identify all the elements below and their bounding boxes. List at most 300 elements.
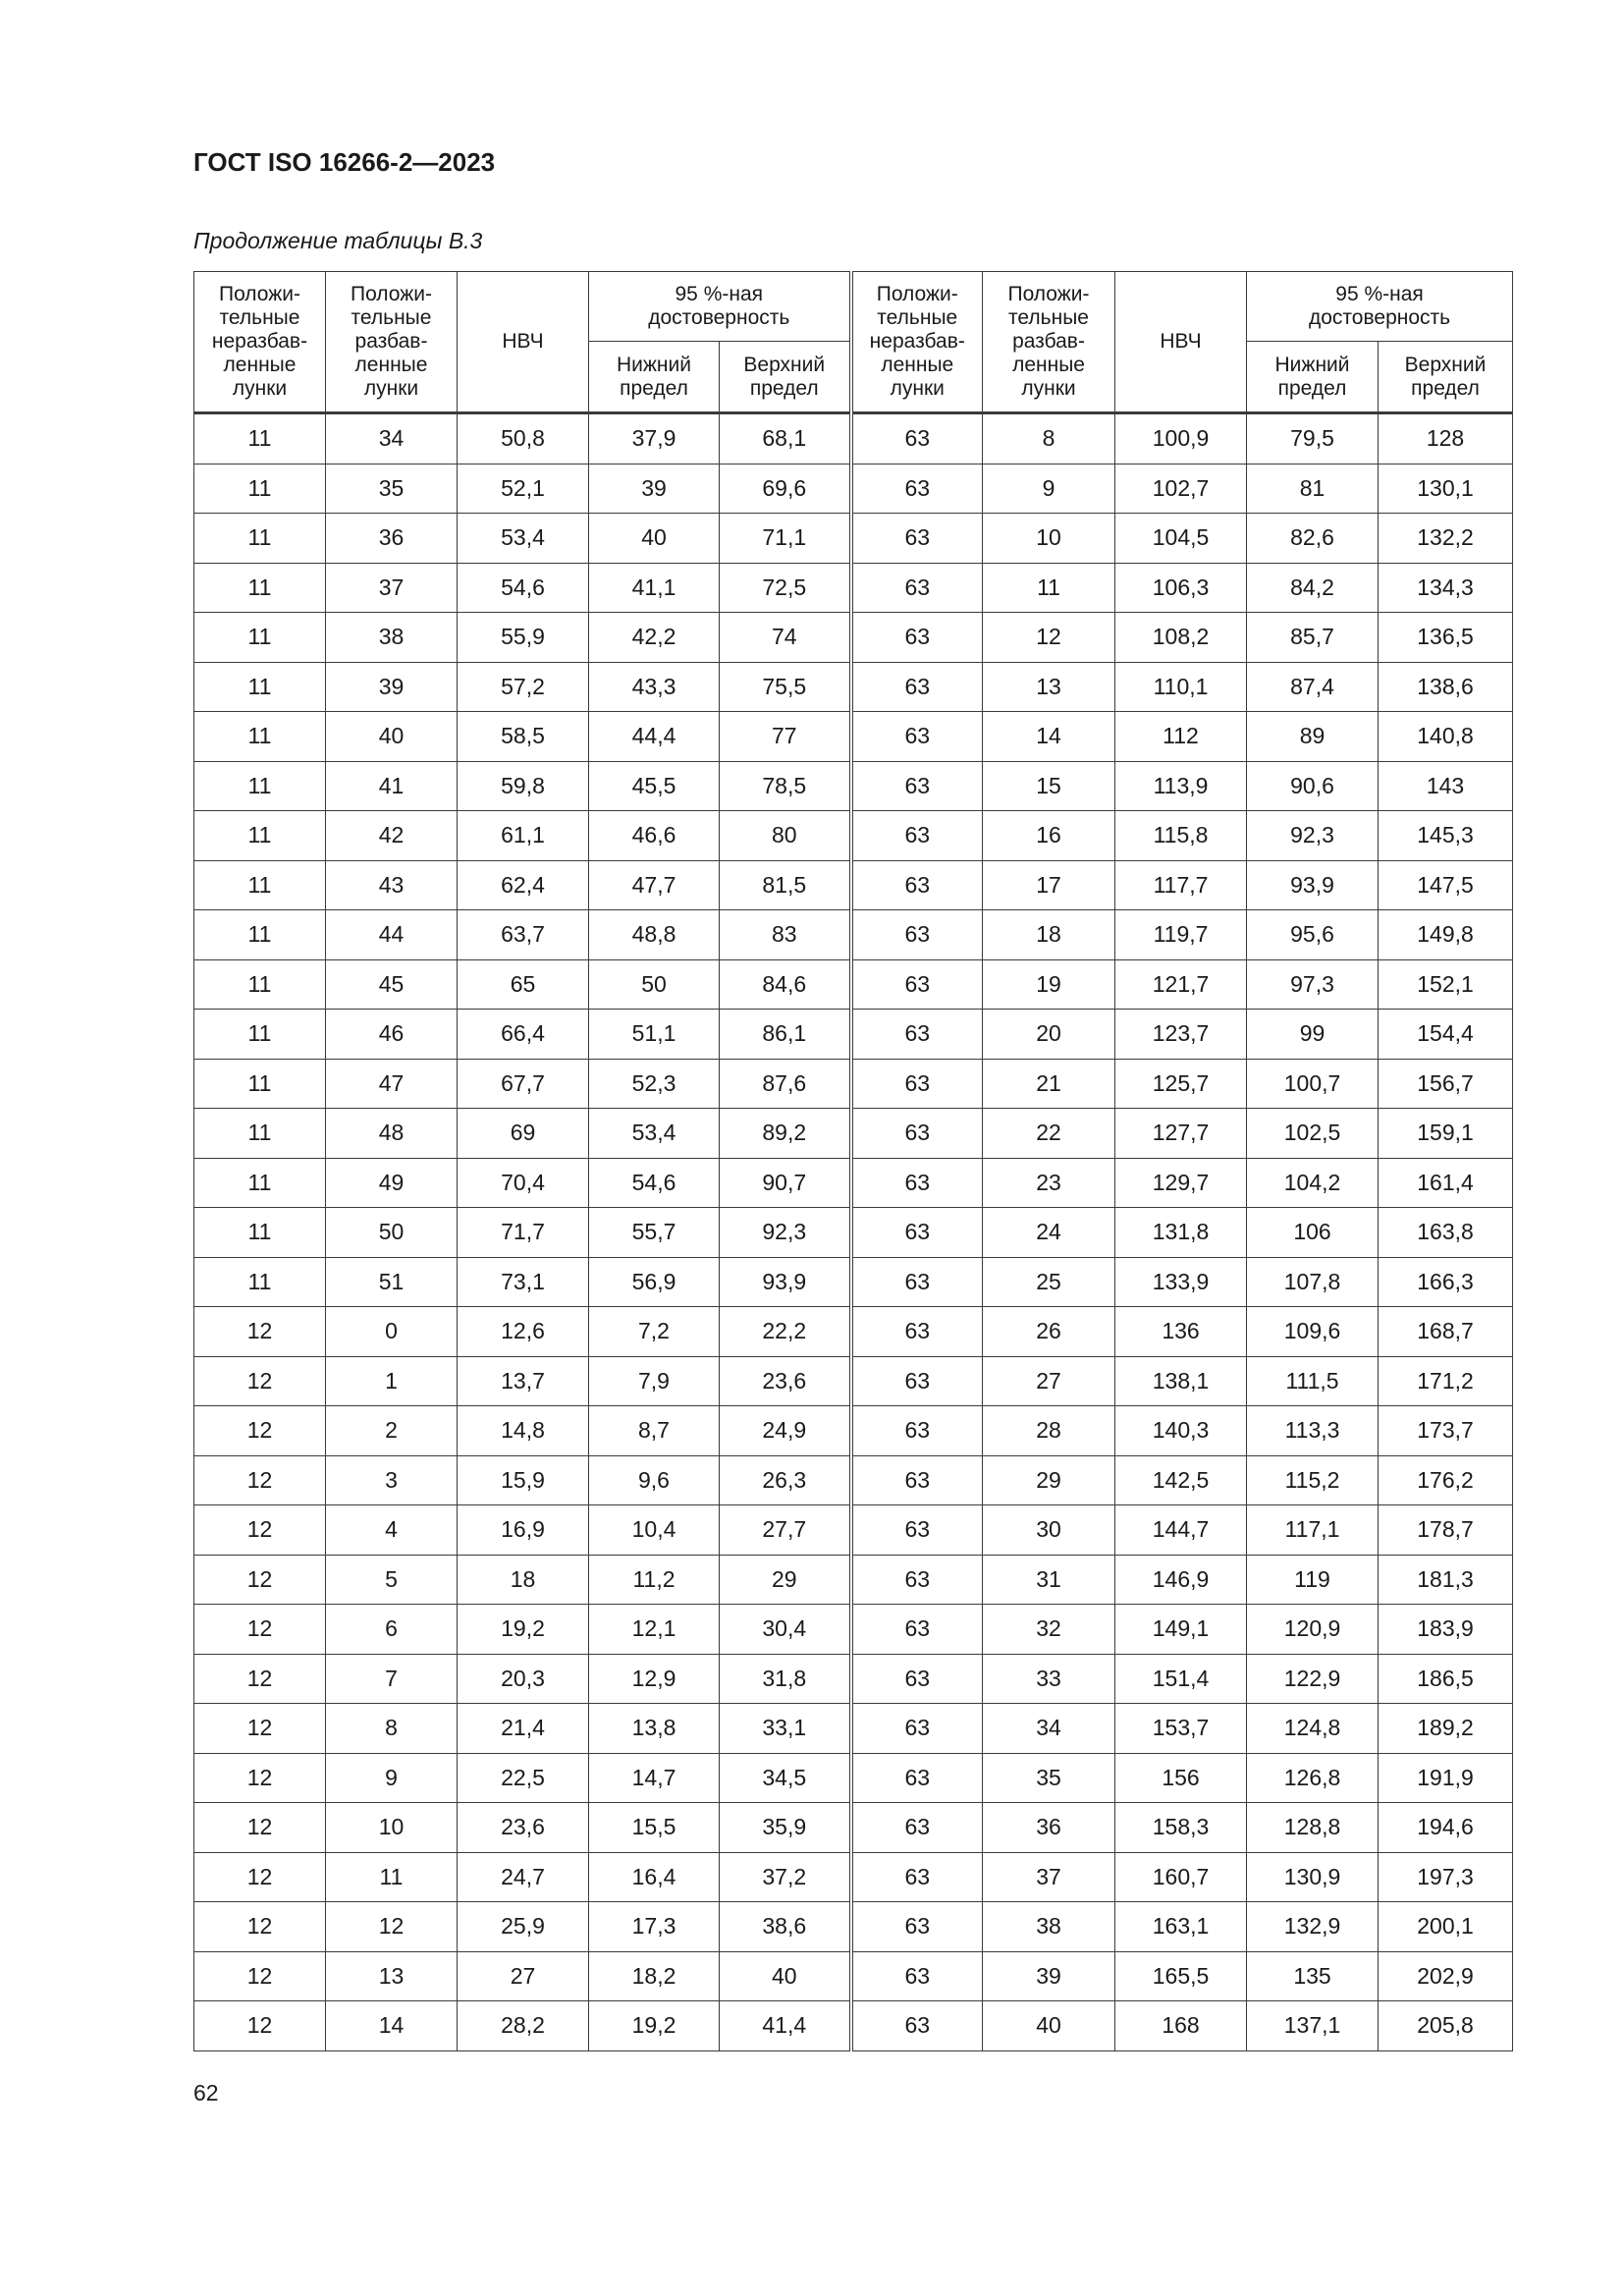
table-cell: 46,6 bbox=[589, 811, 720, 861]
table-cell: 191,9 bbox=[1379, 1753, 1513, 1803]
table-cell: 18,2 bbox=[589, 1951, 720, 2001]
table-cell: 40 bbox=[326, 712, 458, 762]
table-cell: 109,6 bbox=[1247, 1307, 1379, 1357]
table-cell: 34 bbox=[326, 413, 458, 465]
table-cell: 12 bbox=[194, 2001, 326, 2051]
table-cell: 22 bbox=[983, 1109, 1115, 1159]
table-cell: 149,8 bbox=[1379, 910, 1513, 960]
table-row bbox=[194, 563, 1513, 613]
table-cell: 7,9 bbox=[589, 1356, 720, 1406]
table-cell: 173,7 bbox=[1379, 1406, 1513, 1456]
table-cell: 62,4 bbox=[458, 860, 589, 910]
table-cell: 63 bbox=[851, 2001, 983, 2051]
table-cell: 106,3 bbox=[1115, 563, 1247, 613]
table-cell: 99 bbox=[1247, 1010, 1379, 1060]
table-cell: 26,3 bbox=[720, 1455, 851, 1505]
table-cell: 59,8 bbox=[458, 761, 589, 811]
table-cell: 57,2 bbox=[458, 662, 589, 712]
table-cell: 160,7 bbox=[1115, 1852, 1247, 1902]
table-cell: 11 bbox=[194, 1257, 326, 1307]
table-cell: 79,5 bbox=[1247, 413, 1379, 465]
table-cell: 122,9 bbox=[1247, 1654, 1379, 1704]
table-cell: 92,3 bbox=[720, 1208, 851, 1258]
table-cell: 32 bbox=[983, 1605, 1115, 1655]
table-cell: 71,7 bbox=[458, 1208, 589, 1258]
table-cell: 125,7 bbox=[1115, 1059, 1247, 1109]
table-body bbox=[194, 413, 1513, 2051]
table-cell: 106 bbox=[1247, 1208, 1379, 1258]
table-cell: 18 bbox=[458, 1555, 589, 1605]
table-cell: 111,5 bbox=[1247, 1356, 1379, 1406]
table-row bbox=[194, 1109, 1513, 1159]
table-row bbox=[194, 2001, 1513, 2051]
table-cell: 144,7 bbox=[1115, 1505, 1247, 1556]
table-caption: Продолжение таблицы В.3 bbox=[193, 228, 483, 253]
table-cell: 40 bbox=[720, 1951, 851, 2001]
table-cell: 146,9 bbox=[1115, 1555, 1247, 1605]
table-cell: 151,4 bbox=[1115, 1654, 1247, 1704]
table-cell: 132,2 bbox=[1379, 514, 1513, 564]
table-cell: 200,1 bbox=[1379, 1902, 1513, 1952]
table-cell: 52,1 bbox=[458, 464, 589, 514]
table-cell: 82,6 bbox=[1247, 514, 1379, 564]
table-cell: 43 bbox=[326, 860, 458, 910]
table-cell: 12 bbox=[194, 1803, 326, 1853]
table-cell: 44 bbox=[326, 910, 458, 960]
table-cell: 34,5 bbox=[720, 1753, 851, 1803]
table-cell: 63 bbox=[851, 1803, 983, 1853]
table-row bbox=[194, 1605, 1513, 1655]
table-cell: 63 bbox=[851, 1109, 983, 1159]
table-cell: 117,7 bbox=[1115, 860, 1247, 910]
table-cell: 12 bbox=[194, 1555, 326, 1605]
table-cell: 58,5 bbox=[458, 712, 589, 762]
table-cell: 68,1 bbox=[720, 413, 851, 465]
table-cell: 11,2 bbox=[589, 1555, 720, 1605]
table-cell: 100,9 bbox=[1115, 413, 1247, 465]
table-cell: 152,1 bbox=[1379, 959, 1513, 1010]
table-row bbox=[194, 1307, 1513, 1357]
table-cell: 181,3 bbox=[1379, 1555, 1513, 1605]
table-cell: 25 bbox=[983, 1257, 1115, 1307]
table-cell: 24,7 bbox=[458, 1852, 589, 1902]
table-cell: 97,3 bbox=[1247, 959, 1379, 1010]
table-cell: 90,7 bbox=[720, 1158, 851, 1208]
table-cell: 18 bbox=[983, 910, 1115, 960]
table-cell: 16 bbox=[983, 811, 1115, 861]
table-cell: 12 bbox=[194, 1654, 326, 1704]
table-cell: 197,3 bbox=[1379, 1852, 1513, 1902]
header-row-top bbox=[194, 272, 1513, 342]
table-cell: 27 bbox=[458, 1951, 589, 2001]
table-cell: 63 bbox=[851, 1455, 983, 1505]
table-cell: 21,4 bbox=[458, 1704, 589, 1754]
table-cell: 19,2 bbox=[589, 2001, 720, 2051]
table-cell: 186,5 bbox=[1379, 1654, 1513, 1704]
table-cell: 12,1 bbox=[589, 1605, 720, 1655]
table-cell: 23,6 bbox=[458, 1803, 589, 1853]
table-cell: 63 bbox=[851, 1257, 983, 1307]
table-cell: 130,1 bbox=[1379, 464, 1513, 514]
table-cell: 41 bbox=[326, 761, 458, 811]
table-cell: 93,9 bbox=[1247, 860, 1379, 910]
table-cell: 40 bbox=[589, 514, 720, 564]
table-cell: 11 bbox=[194, 1109, 326, 1159]
page-number: 62 bbox=[193, 2080, 219, 2105]
table-cell: 1 bbox=[326, 1356, 458, 1406]
table-cell: 12 bbox=[194, 1605, 326, 1655]
table-cell: 12 bbox=[194, 1753, 326, 1803]
table-cell: 63 bbox=[851, 1605, 983, 1655]
table-cell: 63 bbox=[851, 1951, 983, 2001]
table-cell: 39 bbox=[589, 464, 720, 514]
table-cell: 63 bbox=[851, 959, 983, 1010]
table-cell: 63,7 bbox=[458, 910, 589, 960]
table-cell: 80 bbox=[720, 811, 851, 861]
table-cell: 11 bbox=[194, 1158, 326, 1208]
table-cell: 56,9 bbox=[589, 1257, 720, 1307]
table-cell: 50 bbox=[326, 1208, 458, 1258]
table-cell: 63 bbox=[851, 1902, 983, 1952]
table-cell: 63 bbox=[851, 464, 983, 514]
table-row bbox=[194, 860, 1513, 910]
table-cell: 16,9 bbox=[458, 1505, 589, 1556]
table-row bbox=[194, 811, 1513, 861]
table-cell: 87,6 bbox=[720, 1059, 851, 1109]
table-cell: 50,8 bbox=[458, 413, 589, 465]
header-lower-2: Нижний предел bbox=[1247, 342, 1379, 413]
table-cell: 11 bbox=[194, 413, 326, 465]
table-cell: 131,8 bbox=[1115, 1208, 1247, 1258]
table-cell: 95,6 bbox=[1247, 910, 1379, 960]
table-cell: 202,9 bbox=[1379, 1951, 1513, 2001]
table-cell: 25,9 bbox=[458, 1902, 589, 1952]
table-cell: 11 bbox=[194, 662, 326, 712]
table-cell: 30,4 bbox=[720, 1605, 851, 1655]
table-cell: 44,4 bbox=[589, 712, 720, 762]
table-cell: 10 bbox=[983, 514, 1115, 564]
table-cell: 28 bbox=[983, 1406, 1115, 1456]
table-cell: 8,7 bbox=[589, 1406, 720, 1456]
table-row bbox=[194, 1208, 1513, 1258]
table-cell: 2 bbox=[326, 1406, 458, 1456]
table-cell: 40 bbox=[983, 2001, 1115, 2051]
table-cell: 12 bbox=[194, 1455, 326, 1505]
header-positive-diluted-2: Положи- тельные разбав- ленные лунки bbox=[983, 272, 1115, 413]
table-cell: 63 bbox=[851, 413, 983, 465]
table-cell: 136,5 bbox=[1379, 613, 1513, 663]
table-cell: 19 bbox=[983, 959, 1115, 1010]
table-cell: 47,7 bbox=[589, 860, 720, 910]
table-cell: 22,5 bbox=[458, 1753, 589, 1803]
table-cell: 42 bbox=[326, 811, 458, 861]
table-cell: 27 bbox=[983, 1356, 1115, 1406]
table-cell: 66,4 bbox=[458, 1010, 589, 1060]
table-cell: 161,4 bbox=[1379, 1158, 1513, 1208]
table-cell: 5 bbox=[326, 1555, 458, 1605]
table-cell: 183,9 bbox=[1379, 1605, 1513, 1655]
table-cell: 11 bbox=[194, 1059, 326, 1109]
table-cell: 33,1 bbox=[720, 1704, 851, 1754]
table-row bbox=[194, 1704, 1513, 1754]
table-cell: 63 bbox=[851, 1158, 983, 1208]
table-cell: 13,8 bbox=[589, 1704, 720, 1754]
table-cell: 33 bbox=[983, 1654, 1115, 1704]
table-cell: 87,4 bbox=[1247, 662, 1379, 712]
table-cell: 83 bbox=[720, 910, 851, 960]
table-cell: 9 bbox=[983, 464, 1115, 514]
table-cell: 156,7 bbox=[1379, 1059, 1513, 1109]
table-cell: 12 bbox=[194, 1902, 326, 1952]
table-row bbox=[194, 613, 1513, 663]
table-cell: 13 bbox=[983, 662, 1115, 712]
table-cell: 102,5 bbox=[1247, 1109, 1379, 1159]
table-cell: 127,7 bbox=[1115, 1109, 1247, 1159]
table-cell: 52,3 bbox=[589, 1059, 720, 1109]
table-cell: 194,6 bbox=[1379, 1803, 1513, 1853]
table-row bbox=[194, 1654, 1513, 1704]
table-cell: 35,9 bbox=[720, 1803, 851, 1853]
table-row bbox=[194, 1010, 1513, 1060]
table-cell: 38 bbox=[326, 613, 458, 663]
table-cell: 11 bbox=[326, 1852, 458, 1902]
table-cell: 12,6 bbox=[458, 1307, 589, 1357]
table-cell: 90,6 bbox=[1247, 761, 1379, 811]
table-cell: 63 bbox=[851, 1356, 983, 1406]
table-cell: 31 bbox=[983, 1555, 1115, 1605]
table-cell: 168 bbox=[1115, 2001, 1247, 2051]
table-cell: 130,9 bbox=[1247, 1852, 1379, 1902]
table-cell: 84,6 bbox=[720, 959, 851, 1010]
table-cell: 142,5 bbox=[1115, 1455, 1247, 1505]
table-cell: 81,5 bbox=[720, 860, 851, 910]
table-cell: 55,7 bbox=[589, 1208, 720, 1258]
table-cell: 63 bbox=[851, 811, 983, 861]
table-cell: 16,4 bbox=[589, 1852, 720, 1902]
table-cell: 63 bbox=[851, 1753, 983, 1803]
table-cell: 81 bbox=[1247, 464, 1379, 514]
table-cell: 47 bbox=[326, 1059, 458, 1109]
table-cell: 112 bbox=[1115, 712, 1247, 762]
table-cell: 128,8 bbox=[1247, 1803, 1379, 1853]
table-cell: 54,6 bbox=[589, 1158, 720, 1208]
table-cell: 51,1 bbox=[589, 1010, 720, 1060]
table-cell: 12 bbox=[983, 613, 1115, 663]
table-cell: 39 bbox=[326, 662, 458, 712]
table-cell: 24 bbox=[983, 1208, 1115, 1258]
table-cell: 128 bbox=[1379, 413, 1513, 465]
table-cell: 74 bbox=[720, 613, 851, 663]
table-cell: 205,8 bbox=[1379, 2001, 1513, 2051]
header-mpn-2: НВЧ bbox=[1115, 272, 1247, 413]
table-cell: 119 bbox=[1247, 1555, 1379, 1605]
table-cell: 63 bbox=[851, 1010, 983, 1060]
table-cell: 159,1 bbox=[1379, 1109, 1513, 1159]
table-cell: 69,6 bbox=[720, 464, 851, 514]
table-cell: 156 bbox=[1115, 1753, 1247, 1803]
table-cell: 48,8 bbox=[589, 910, 720, 960]
table-cell: 26 bbox=[983, 1307, 1115, 1357]
table-cell: 19,2 bbox=[458, 1605, 589, 1655]
table-cell: 108,2 bbox=[1115, 613, 1247, 663]
table-cell: 45,5 bbox=[589, 761, 720, 811]
table-cell: 115,2 bbox=[1247, 1455, 1379, 1505]
table-cell: 11 bbox=[194, 464, 326, 514]
table-cell: 9,6 bbox=[589, 1455, 720, 1505]
table-cell: 43,3 bbox=[589, 662, 720, 712]
table-row bbox=[194, 1356, 1513, 1406]
table-cell: 107,8 bbox=[1247, 1257, 1379, 1307]
table-cell: 14 bbox=[983, 712, 1115, 762]
table-cell: 137,1 bbox=[1247, 2001, 1379, 2051]
table-cell: 153,7 bbox=[1115, 1704, 1247, 1754]
table-cell: 65 bbox=[458, 959, 589, 1010]
table-row bbox=[194, 1505, 1513, 1556]
table-cell: 171,2 bbox=[1379, 1356, 1513, 1406]
table-cell: 4 bbox=[326, 1505, 458, 1556]
table-cell: 11 bbox=[194, 1010, 326, 1060]
table-cell: 11 bbox=[194, 910, 326, 960]
table-cell: 11 bbox=[194, 563, 326, 613]
table-cell: 22,2 bbox=[720, 1307, 851, 1357]
table-cell: 35 bbox=[326, 464, 458, 514]
header-confidence: 95 %-ная достоверность bbox=[589, 272, 851, 342]
table-cell: 12,9 bbox=[589, 1654, 720, 1704]
table-row bbox=[194, 1753, 1513, 1803]
document-header: ГОСТ ISO 16266-2—2023 bbox=[193, 147, 496, 177]
table-cell: 133,9 bbox=[1115, 1257, 1247, 1307]
table-cell: 10 bbox=[326, 1803, 458, 1853]
table-cell: 70,4 bbox=[458, 1158, 589, 1208]
table-cell: 104,2 bbox=[1247, 1158, 1379, 1208]
header-mpn: НВЧ bbox=[458, 272, 589, 413]
table-cell: 35 bbox=[983, 1753, 1115, 1803]
table-cell: 135 bbox=[1247, 1951, 1379, 2001]
table-cell: 61,1 bbox=[458, 811, 589, 861]
table-cell: 3 bbox=[326, 1455, 458, 1505]
table-row bbox=[194, 1059, 1513, 1109]
table-row bbox=[194, 1555, 1513, 1605]
table-cell: 49 bbox=[326, 1158, 458, 1208]
table-cell: 37 bbox=[326, 563, 458, 613]
table-cell: 12 bbox=[194, 1951, 326, 2001]
table-cell: 8 bbox=[326, 1704, 458, 1754]
table-cell: 29 bbox=[983, 1455, 1115, 1505]
table-cell: 11 bbox=[194, 613, 326, 663]
table-row bbox=[194, 1257, 1513, 1307]
table-cell: 37,2 bbox=[720, 1852, 851, 1902]
table-cell: 11 bbox=[194, 761, 326, 811]
table-cell: 63 bbox=[851, 1555, 983, 1605]
table-cell: 63 bbox=[851, 563, 983, 613]
header-positive-undiluted: Положи- тельные неразбав- ленные лунки bbox=[194, 272, 326, 413]
table-cell: 51 bbox=[326, 1257, 458, 1307]
table-cell: 89,2 bbox=[720, 1109, 851, 1159]
table-cell: 63 bbox=[851, 1406, 983, 1456]
table-cell: 67,7 bbox=[458, 1059, 589, 1109]
table-cell: 11 bbox=[194, 860, 326, 910]
table-cell: 7 bbox=[326, 1654, 458, 1704]
table-cell: 12 bbox=[326, 1902, 458, 1952]
table-cell: 14 bbox=[326, 2001, 458, 2051]
table-cell: 136 bbox=[1115, 1307, 1247, 1357]
table-cell: 63 bbox=[851, 1505, 983, 1556]
table-cell: 11 bbox=[194, 514, 326, 564]
table-cell: 104,5 bbox=[1115, 514, 1247, 564]
table-cell: 149,1 bbox=[1115, 1605, 1247, 1655]
table-cell: 140,8 bbox=[1379, 712, 1513, 762]
table-cell: 71,1 bbox=[720, 514, 851, 564]
table-cell: 39 bbox=[983, 1951, 1115, 2001]
table-cell: 20 bbox=[983, 1010, 1115, 1060]
table-row bbox=[194, 1803, 1513, 1853]
table-row bbox=[194, 464, 1513, 514]
table-cell: 50 bbox=[589, 959, 720, 1010]
table-cell: 30 bbox=[983, 1505, 1115, 1556]
table-cell: 63 bbox=[851, 712, 983, 762]
table-cell: 12 bbox=[194, 1505, 326, 1556]
table-cell: 23,6 bbox=[720, 1356, 851, 1406]
table-cell: 129,7 bbox=[1115, 1158, 1247, 1208]
mpn-table bbox=[193, 271, 1513, 2051]
table-cell: 143 bbox=[1379, 761, 1513, 811]
table-cell: 11 bbox=[194, 811, 326, 861]
table-cell: 63 bbox=[851, 514, 983, 564]
table-cell: 158,3 bbox=[1115, 1803, 1247, 1853]
table-cell: 63 bbox=[851, 860, 983, 910]
table-cell: 63 bbox=[851, 1307, 983, 1357]
table-cell: 72,5 bbox=[720, 563, 851, 613]
table-cell: 92,3 bbox=[1247, 811, 1379, 861]
table-cell: 53,4 bbox=[458, 514, 589, 564]
table-cell: 11 bbox=[194, 959, 326, 1010]
table-cell: 8 bbox=[983, 413, 1115, 465]
table-row bbox=[194, 959, 1513, 1010]
table-cell: 178,7 bbox=[1379, 1505, 1513, 1556]
table-cell: 85,7 bbox=[1247, 613, 1379, 663]
table-cell: 15,9 bbox=[458, 1455, 589, 1505]
table-cell: 78,5 bbox=[720, 761, 851, 811]
table-cell: 37,9 bbox=[589, 413, 720, 465]
table-cell: 34 bbox=[983, 1704, 1115, 1754]
table-cell: 23 bbox=[983, 1158, 1115, 1208]
table-cell: 55,9 bbox=[458, 613, 589, 663]
table-cell: 38 bbox=[983, 1902, 1115, 1952]
table-cell: 14,7 bbox=[589, 1753, 720, 1803]
table-cell: 11 bbox=[194, 712, 326, 762]
table-cell: 14,8 bbox=[458, 1406, 589, 1456]
table-cell: 13 bbox=[326, 1951, 458, 2001]
table-cell: 113,9 bbox=[1115, 761, 1247, 811]
table-cell: 27,7 bbox=[720, 1505, 851, 1556]
table-cell: 21 bbox=[983, 1059, 1115, 1109]
table-cell: 75,5 bbox=[720, 662, 851, 712]
table-cell: 13,7 bbox=[458, 1356, 589, 1406]
table-cell: 123,7 bbox=[1115, 1010, 1247, 1060]
table-row bbox=[194, 910, 1513, 960]
table-cell: 126,8 bbox=[1247, 1753, 1379, 1803]
table-cell: 12 bbox=[194, 1852, 326, 1902]
table-cell: 121,7 bbox=[1115, 959, 1247, 1010]
table-cell: 145,3 bbox=[1379, 811, 1513, 861]
table-cell: 93,9 bbox=[720, 1257, 851, 1307]
table-cell: 15,5 bbox=[589, 1803, 720, 1853]
table-cell: 140,3 bbox=[1115, 1406, 1247, 1456]
table-cell: 12 bbox=[194, 1704, 326, 1754]
table-cell: 73,1 bbox=[458, 1257, 589, 1307]
table-cell: 17,3 bbox=[589, 1902, 720, 1952]
table-cell: 110,1 bbox=[1115, 662, 1247, 712]
